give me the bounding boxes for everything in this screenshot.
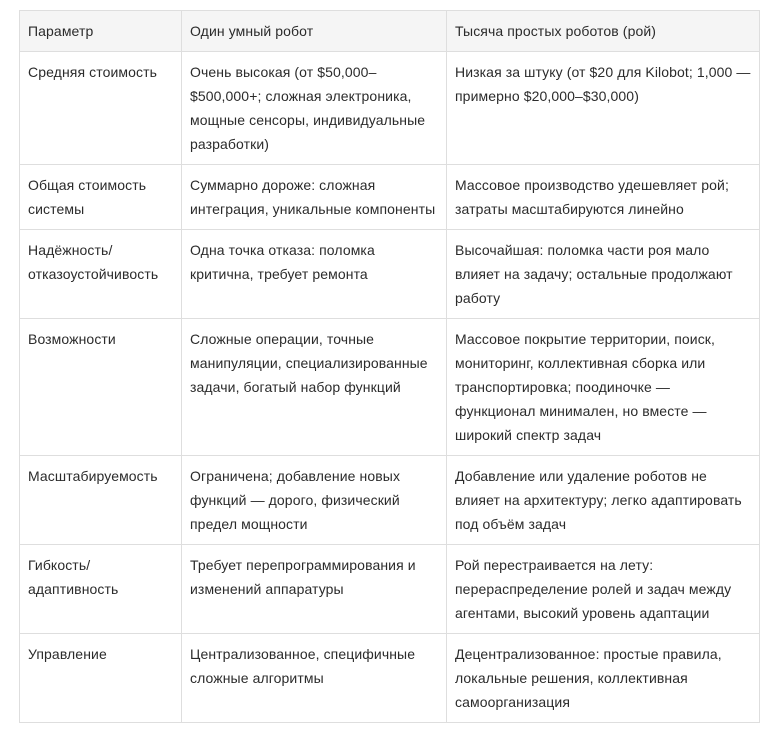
row-single-value: Очень высокая (от $50,000–$500,000+; сложная электроника, мощные сенсоры, индивидуальные разработки) [182,52,447,165]
table-row [20,52,760,165]
table-row [20,545,760,634]
row-swarm-value: Массовое производство удешевляет рой; затраты масштабируются линейно [447,165,760,230]
row-swarm-value: Добавление или удаление роботов не влияет на архитектуру; легко адаптировать под объём задач [447,456,760,545]
row-single-value: Требует перепрограммирования и изменений аппаратуры [182,545,447,634]
table-header-row [20,11,760,52]
row-parameter: Гибкость/адаптивность [20,545,182,634]
table-row [20,456,760,545]
row-parameter: Средняя стоимость [20,52,182,165]
comparison-table-container [19,10,759,723]
comparison-table [19,10,760,723]
row-single-value: Централизованное, специфичные сложные алгоритмы [182,634,447,723]
table-row [20,634,760,723]
row-single-value: Суммарно дороже: сложная интеграция, уникальные компоненты [182,165,447,230]
row-swarm-value: Децентрализованное: простые правила, локальные решения, коллективная самоорганизация [447,634,760,723]
header-single-robot: Один умный робот [182,11,447,52]
row-swarm-value: Низкая за штуку (от $20 для Kilobot; 1,000 — примерно $20,000–$30,000) [447,52,760,165]
row-single-value: Сложные операции, точные манипуляции, специализированные задачи, богатый набор функций [182,319,447,456]
row-parameter: Возможности [20,319,182,456]
row-parameter: Общая стоимость системы [20,165,182,230]
row-swarm-value: Массовое покрытие территории, поиск, мониторинг, коллективная сборка или транспортировка; поодиночке — функционал минимален, но вместе — широкий спектр задач [447,319,760,456]
header-parameter: Параметр [20,11,182,52]
row-single-value: Ограничена; добавление новых функций — дорого, физический предел мощности [182,456,447,545]
table-row [20,319,760,456]
row-parameter: Управление [20,634,182,723]
row-swarm-value: Рой перестраивается на лету: перераспределение ролей и задач между агентами, высокий уровень адаптации [447,545,760,634]
table-row [20,165,760,230]
row-single-value: Одна точка отказа: поломка критична, требует ремонта [182,230,447,319]
header-swarm: Тысяча простых роботов (рой) [447,11,760,52]
table-row [20,230,760,319]
row-parameter: Масштабируемость [20,456,182,545]
row-swarm-value: Высочайшая: поломка части роя мало влияет на задачу; остальные продолжают работу [447,230,760,319]
row-parameter: Надёжность/отказоустойчивость [20,230,182,319]
